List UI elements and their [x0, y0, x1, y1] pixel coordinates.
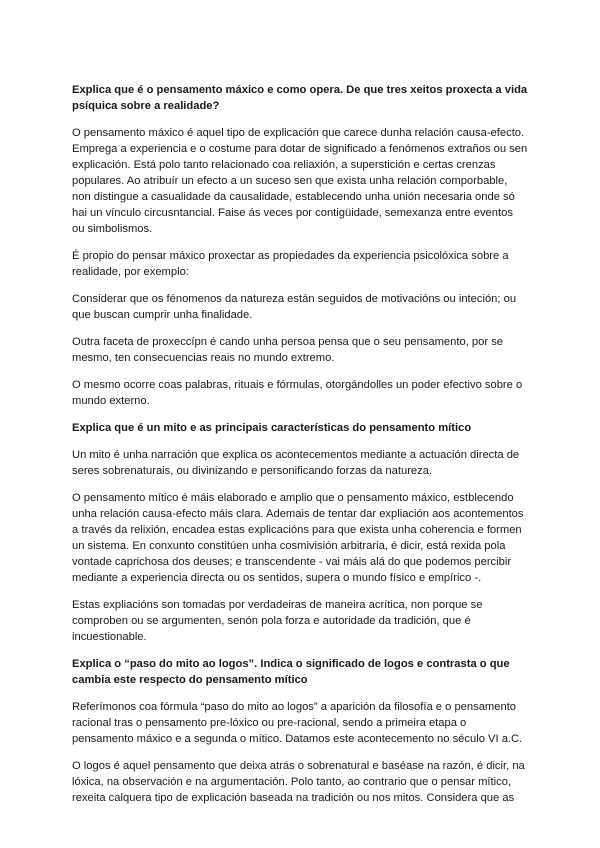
section-heading-magic-thought: Explica que é o pensamento máxico e como opera. De que tres xeitos proxecta a vida psíquica sobre a realidade? — [72, 84, 528, 112]
paragraph: É propio do pensar máxico proxectar as propiedades da experiencia psicolóxica sobre a realidade, por exemplo: — [72, 250, 509, 278]
section-heading-myth: Explica que é un mito e as principais características do pensamento mítico — [72, 422, 472, 434]
paragraph: O pensamento mítico é máis elaborado e amplio que o pensamento máxico, estblecendo unha relación causa-efecto máis clara. Ademais de tentar dar expliación aos acontementos a través da relixión, encadea estas explicacións para que exista unha coherencia e formen un sistema. En conxunto constitúen unha cosmivisión arbitraria, é dicir, está rexida pola vontade caprichosa dos deuses; e transcendente - vai máis alá do que podemos percibir mediante a experiencia directa ou os sentidos, supera o mundo físico e empírico -. — [72, 492, 524, 584]
paragraph: O pensamento máxico é aquel tipo de explicación que carece dunha relación causa-efecto. Emprega a experiencia e o costume para dotar de significado a fenómenos extraños ou sen explicación. Está polo tanto relacionado coa reliaxión, a superstición e certas crenzas populares. Ao atribuír un efecto a un suceso sen que exista unha relación comporbable, non distingue a casualidade da causalidade, establecendo unha unión necesaria onde só hai un vínculo circusntancial. Faise ás veces por contigüidade, semexanza entre eventos ou simbolismos. — [72, 127, 528, 235]
paragraph: Referímonos coa fórmula “paso do mito ao logos” a aparición da filosofía e o pensamento racional tras o pensamento pre-lóxico ou pre-racional, sendo a primeira etapa o pensamento máxico e a segunda o mítico. Datamos este acontecemento no século VI a.C. — [72, 701, 523, 745]
paragraph: O mesmo ocorre coas palabras, rituais e fórmulas, otorgándolles un poder efectivo sobre o mundo externo. — [72, 379, 523, 407]
paragraph: Considerar que os fénomenos da natureza están seguidos de motivacións ou inteción; ou que buscan cumprir unha finalidade. — [72, 293, 517, 321]
section-heading-mythos-to-logos: Explica o “paso do mito ao logos”. Indica o significado de logos e contrasta o que cambia este respecto do pensamento mítico — [72, 658, 510, 686]
paragraph: Outra faceta de proxeccípn é cando unha persoa pensa que o seu pensamento, por se mesmo, ten consecuencias reais no mundo extremo. — [72, 336, 504, 364]
document-body — [72, 82, 528, 806]
paragraph: Un mito é unha narración que explica os acontecementos mediante a actuación directa de seres sobrenaturais, ou divinizando e personificando forzas da natureza. — [72, 449, 520, 477]
paragraph: O logos é aquel pensamento que deixa atrás o sobrenatural e baséase na razón, é dicir, na lóxica, na observación e na argumentación. Polo tanto, ao contrario que o pensar mítico, rexeita calquera tipo de explicación baseada na tradición ou nos mitos. Considera que as — [72, 760, 525, 804]
paragraph: Estas expliacións son tomadas por verdadeiras de maneira acrítica, non porque se comproben ou se argumenten, senón pola forza e autoridade da tradición, que é incuestionable. — [72, 599, 483, 643]
